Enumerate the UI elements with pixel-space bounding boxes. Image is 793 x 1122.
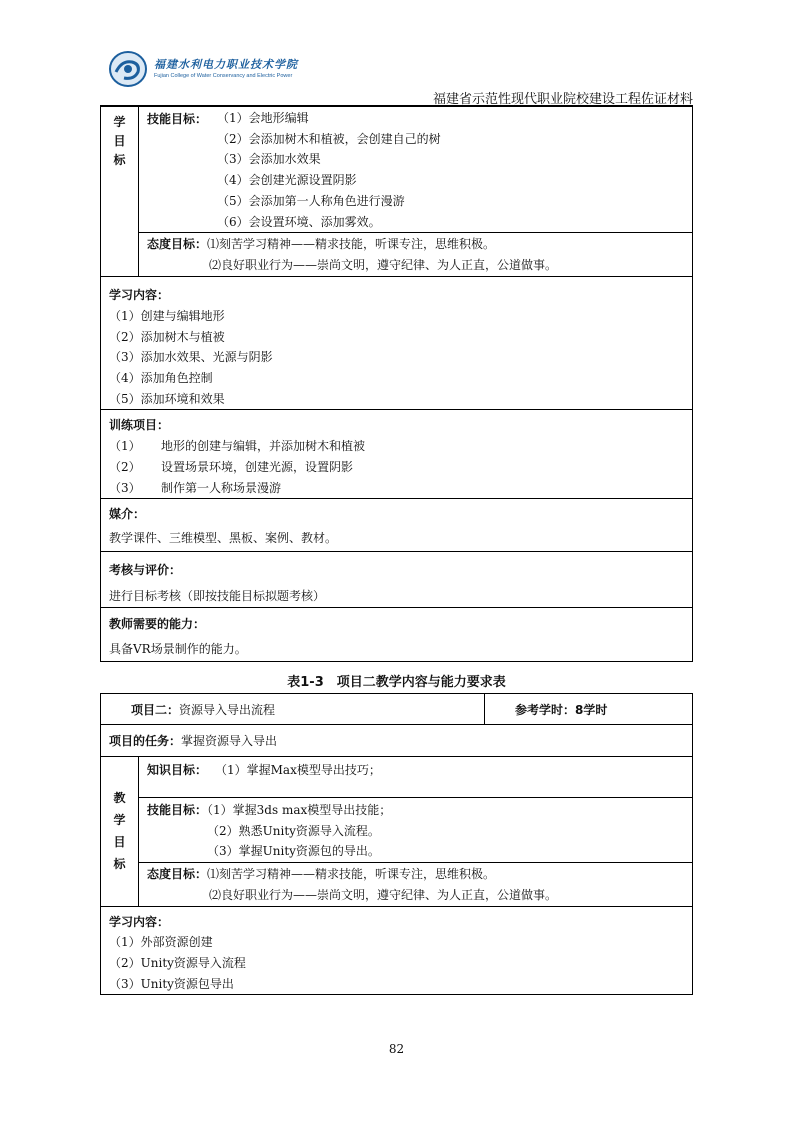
learning-content-item: （1）创建与编辑地形	[109, 308, 225, 323]
project-task-label: 项目的任务：	[109, 734, 182, 748]
teacher-ability-text: 具备VR场景制作的能力。	[109, 641, 247, 656]
training-item-number: （3）	[109, 480, 141, 495]
goal-label-char: 标	[113, 153, 126, 167]
skill-goal-item: （2）会添加树木和植被，会创建自己的树	[217, 131, 441, 146]
project-two-table	[100, 693, 693, 995]
project-name-label: 项目二：	[131, 702, 180, 717]
skill-goal-item: （6）会设置环境、添加雾效。	[217, 214, 381, 229]
training-projects-label: 训练项目：	[109, 418, 170, 433]
project-name-value: 资源导入导出流程	[179, 702, 276, 717]
table-caption: 表1-3 项目二教学内容与能力要求表	[287, 675, 506, 690]
attitude-goals-cell	[139, 863, 693, 906]
skill-goal-item: （3）会添加水效果	[217, 152, 321, 167]
teaching-goal-char: 教	[113, 791, 126, 806]
project-one-table	[100, 106, 693, 662]
media-text: 教学课件、三维模型、黑板、案例、教材。	[109, 530, 338, 545]
goal-label-char: 目	[113, 134, 126, 148]
reference-hours: 参考学时：8学时	[515, 702, 608, 717]
training-item	[109, 436, 692, 457]
logo-english-name: Fujian College of Water Conservancy and Electric Power	[154, 73, 293, 79]
training-item-number: （1）	[109, 439, 141, 454]
project-name-cell	[101, 694, 485, 725]
assessment-label: 考核与评价：	[109, 563, 182, 578]
goal-label-char: 学	[113, 115, 126, 129]
training-projects-cell	[101, 410, 693, 499]
learning-content-label: 学习内容：	[109, 288, 170, 303]
assessment-cell	[101, 552, 693, 608]
training-item-text: 设置场景环境，创建光源，设置阴影	[161, 459, 354, 474]
training-item	[109, 457, 692, 478]
skill-goals-label: 技能目标：	[147, 112, 208, 126]
college-emblem-icon	[108, 50, 148, 88]
learning-content-cell	[101, 906, 693, 995]
learning-content-item: （2）添加树木与植被	[109, 329, 225, 344]
project-task-value: 掌握资源导入导出	[181, 734, 278, 748]
media-label: 媒介：	[109, 507, 146, 522]
skill-goals-cell	[139, 107, 693, 233]
learning-content-item: （1）外部资源创建	[109, 935, 213, 950]
skill-goal-item: （1）会地形编辑	[217, 111, 309, 125]
assessment-text: 进行目标考核（即按技能目标拟题考核）	[109, 588, 326, 603]
knowledge-goal-item: （1）掌握Max模型导出技巧；	[215, 763, 381, 777]
skill-goals-cell	[139, 798, 693, 863]
training-item-number: （2）	[109, 459, 141, 474]
attitude-goals-label: 态度目标：	[147, 867, 208, 882]
training-item-text: 制作第一人称场景漫游	[161, 480, 282, 495]
attitude-goals-label: 态度目标：	[147, 237, 208, 252]
logo-chinese-name: 福建水利电力职业技术学院	[154, 58, 298, 71]
teacher-ability-label: 教师需要的能力：	[109, 617, 206, 632]
training-item	[109, 478, 692, 499]
learning-content-item: （3）添加水效果、光源与阴影	[109, 350, 273, 365]
skill-goal-item: （5）会添加第一人称角色进行漫游	[217, 193, 405, 208]
skill-goals-label: 技能目标：	[147, 803, 208, 817]
learning-content-label: 学习内容：	[109, 914, 170, 929]
reference-hours-cell	[485, 694, 693, 725]
goal-label	[101, 107, 139, 277]
media-cell	[101, 499, 693, 552]
teacher-ability-cell	[101, 608, 693, 662]
learning-content-item: （2）Unity资源导入流程	[109, 955, 246, 970]
teaching-goal-label	[101, 757, 139, 907]
project-task-cell	[101, 725, 693, 757]
college-logo	[108, 46, 298, 90]
teaching-goal-char: 学	[113, 813, 126, 828]
learning-content-item: （3）Unity资源包导出	[109, 976, 234, 991]
teaching-goal-char: 目	[113, 835, 126, 850]
training-item-text: 地形的创建与编辑，并添加树木和植被	[161, 439, 366, 454]
attitude-goal-item: ⑴刻苦学习精神——精求技能，听课专注，思维积极。	[207, 867, 496, 882]
knowledge-goals-label: 知识目标：	[147, 763, 208, 777]
knowledge-goals-cell	[139, 757, 693, 798]
learning-content-item: （5）添加环境和效果	[109, 391, 225, 406]
attitude-goal-item: ⑵良好职业行为——崇尚文明，遵守纪律、为人正直，公道做事。	[209, 257, 558, 272]
learning-content-cell	[101, 277, 693, 410]
skill-goal-item: （2）熟悉Unity资源导入流程。	[207, 823, 380, 838]
attitude-goals-cell	[139, 233, 693, 277]
attitude-goal-item: ⑴刻苦学习精神——精求技能，听课专注，思维积极。	[207, 237, 496, 252]
page-number: 82	[388, 1042, 405, 1056]
skill-goal-item: （1）掌握3ds max模型导出技能；	[207, 803, 392, 817]
learning-content-item: （4）添加角色控制	[109, 371, 213, 386]
teaching-goal-char: 标	[113, 857, 126, 872]
attitude-goal-item: ⑵良好职业行为——崇尚文明，遵守纪律、为人正直，公道做事。	[209, 887, 558, 902]
skill-goal-item: （4）会创建光源设置阴影	[217, 173, 357, 188]
skill-goal-item: （3）掌握Unity资源包的导出。	[207, 844, 380, 859]
header-title: 福建省示范性现代职业院校建设工程佐证材料	[432, 92, 693, 107]
